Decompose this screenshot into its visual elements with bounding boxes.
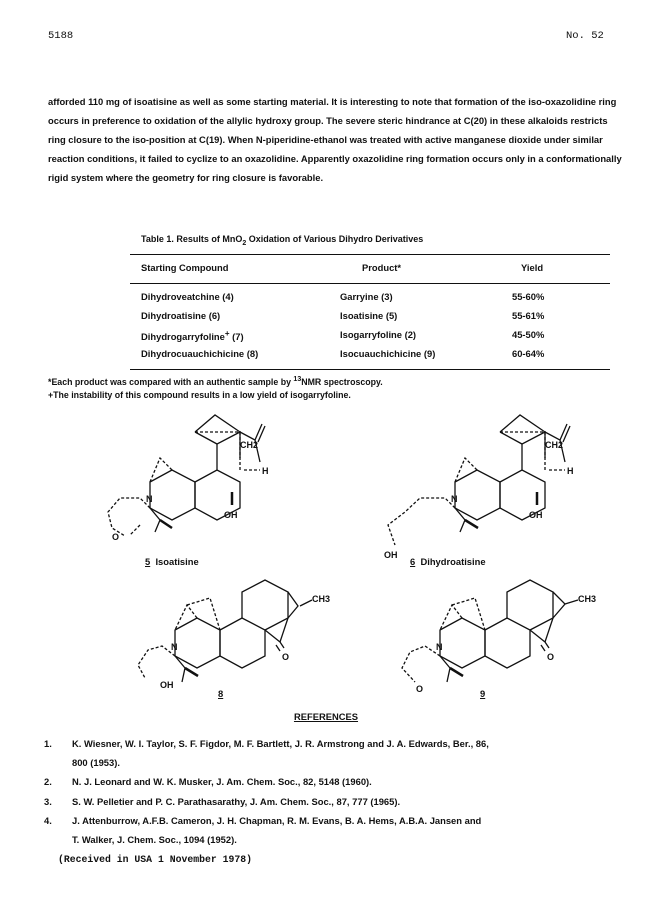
reference-number: 2. bbox=[44, 776, 52, 787]
reference-line: 800 (1953). bbox=[72, 757, 120, 768]
structure-9-caption: 9 bbox=[480, 688, 486, 699]
table-header-yield: Yield bbox=[521, 262, 544, 273]
table-header-start: Starting Compound bbox=[141, 262, 229, 273]
o-label: O bbox=[547, 652, 555, 662]
reference-line: N. J. Leonard and W. K. Musker, J. Am. Chem. Soc., 82, 5148 (1960). bbox=[72, 776, 372, 787]
h-label: H bbox=[567, 466, 574, 476]
ch3-label: CH3 bbox=[578, 594, 597, 604]
oh-label: OH bbox=[160, 680, 174, 690]
structure-8 bbox=[138, 580, 312, 682]
table-cell: 60-64% bbox=[512, 348, 545, 359]
table-cell: Isoatisine (5) bbox=[340, 310, 398, 321]
table-cell: Dihydrocuauchichicine (8) bbox=[141, 348, 259, 359]
reference-line: T. Walker, J. Chem. Soc., 1094 (1952). bbox=[72, 834, 237, 845]
oh-label: OH bbox=[224, 510, 238, 520]
table-footnote: +The instability of this compound results in a low yield of isogarryfoline. bbox=[48, 390, 351, 400]
o-label: O bbox=[282, 652, 290, 662]
structure-isoatisine bbox=[108, 415, 265, 536]
body-paragraph: afforded 110 mg of isoatisine as well as some starting material. It is interesting to note that formation of the iso-oxazolidine ring occurs in preference to oxidation of the allylic hydroxy group. The severe steric hindrance at C(20) in these alkaloids restricts ring closure to the iso-position at C(19). When N-piperidine-ethanol was treated with active manganese dioxide under similar reaction conditions, it failed to cyclize to an oxazolidine. Apparently oxazolidine ring formation occurs only in a conformationally rigid system where the geometry for ring closure is favorable. bbox=[48, 96, 622, 183]
table-cell: Garryine (3) bbox=[340, 291, 393, 302]
structure-dihydroatisine bbox=[388, 415, 570, 545]
n-label: N bbox=[451, 494, 458, 504]
ch3-label: CH3 bbox=[312, 594, 331, 604]
received-date: (Received in USA 1 November 1978) bbox=[58, 854, 253, 865]
table-cell: Isocuauchichicine (9) bbox=[340, 348, 436, 359]
journal-issue: No. 52 bbox=[566, 30, 604, 42]
ch2-label: CH2 bbox=[545, 440, 564, 450]
table-cell: Dihydrogarryfoline+ (7) bbox=[141, 329, 244, 343]
n-label: N bbox=[146, 494, 153, 504]
reference-line: S. W. Pelletier and P. C. Parathasarathy, J. Am. Chem. Soc., 87, 777 (1965). bbox=[72, 796, 401, 807]
table-footnote: *Each product was compared with an authentic sample by $^{13}$NMR spectroscopy. bbox=[48, 376, 383, 387]
oh-label: OH bbox=[529, 510, 543, 520]
o-label: O bbox=[416, 684, 424, 694]
table-cell: Dihydroatisine (6) bbox=[141, 310, 221, 321]
structure-8-caption: 8 bbox=[218, 688, 224, 699]
structure-5-caption: 5 Isoatisine bbox=[145, 556, 199, 567]
structure-9 bbox=[402, 580, 578, 682]
ch2-label: CH2 bbox=[240, 440, 259, 450]
table-cell: Dihydroveatchine (4) bbox=[141, 291, 234, 302]
table-cell: 55-61% bbox=[512, 310, 545, 321]
reference-number: 1. bbox=[44, 738, 52, 749]
structure-6-caption: 6 Dihydroatisine bbox=[410, 556, 486, 567]
reference-line: J. Attenburrow, A.F.B. Cameron, J. H. Chapman, R. M. Evans, B. A. Hems, A.B.A. Jansen and bbox=[72, 815, 482, 826]
n-label: N bbox=[171, 642, 178, 652]
table-caption: Table 1. Results of MnO$_2$ Oxidation of Various Dihydro Derivatives bbox=[141, 234, 424, 247]
oh-label: OH bbox=[384, 550, 398, 560]
table-cell: Isogarryfoline (2) bbox=[340, 329, 417, 340]
reference-number: 4. bbox=[44, 815, 52, 826]
table-cell: 55-60% bbox=[512, 291, 545, 302]
table-header-product: Product* bbox=[362, 262, 402, 273]
reference-line: K. Wiesner, W. I. Taylor, S. F. Figdor, M. F. Bartlett, J. R. Armstrong and J. A. Edwards, Ber., 86, bbox=[72, 738, 489, 749]
o-label: O bbox=[112, 532, 120, 542]
n-label: N bbox=[436, 642, 443, 652]
h-label: H bbox=[262, 466, 269, 476]
page-number: 5188 bbox=[48, 30, 74, 42]
references-heading: REFERENCES bbox=[293, 711, 359, 722]
reference-number: 3. bbox=[44, 796, 52, 807]
table-cell: 45-50% bbox=[512, 329, 545, 340]
